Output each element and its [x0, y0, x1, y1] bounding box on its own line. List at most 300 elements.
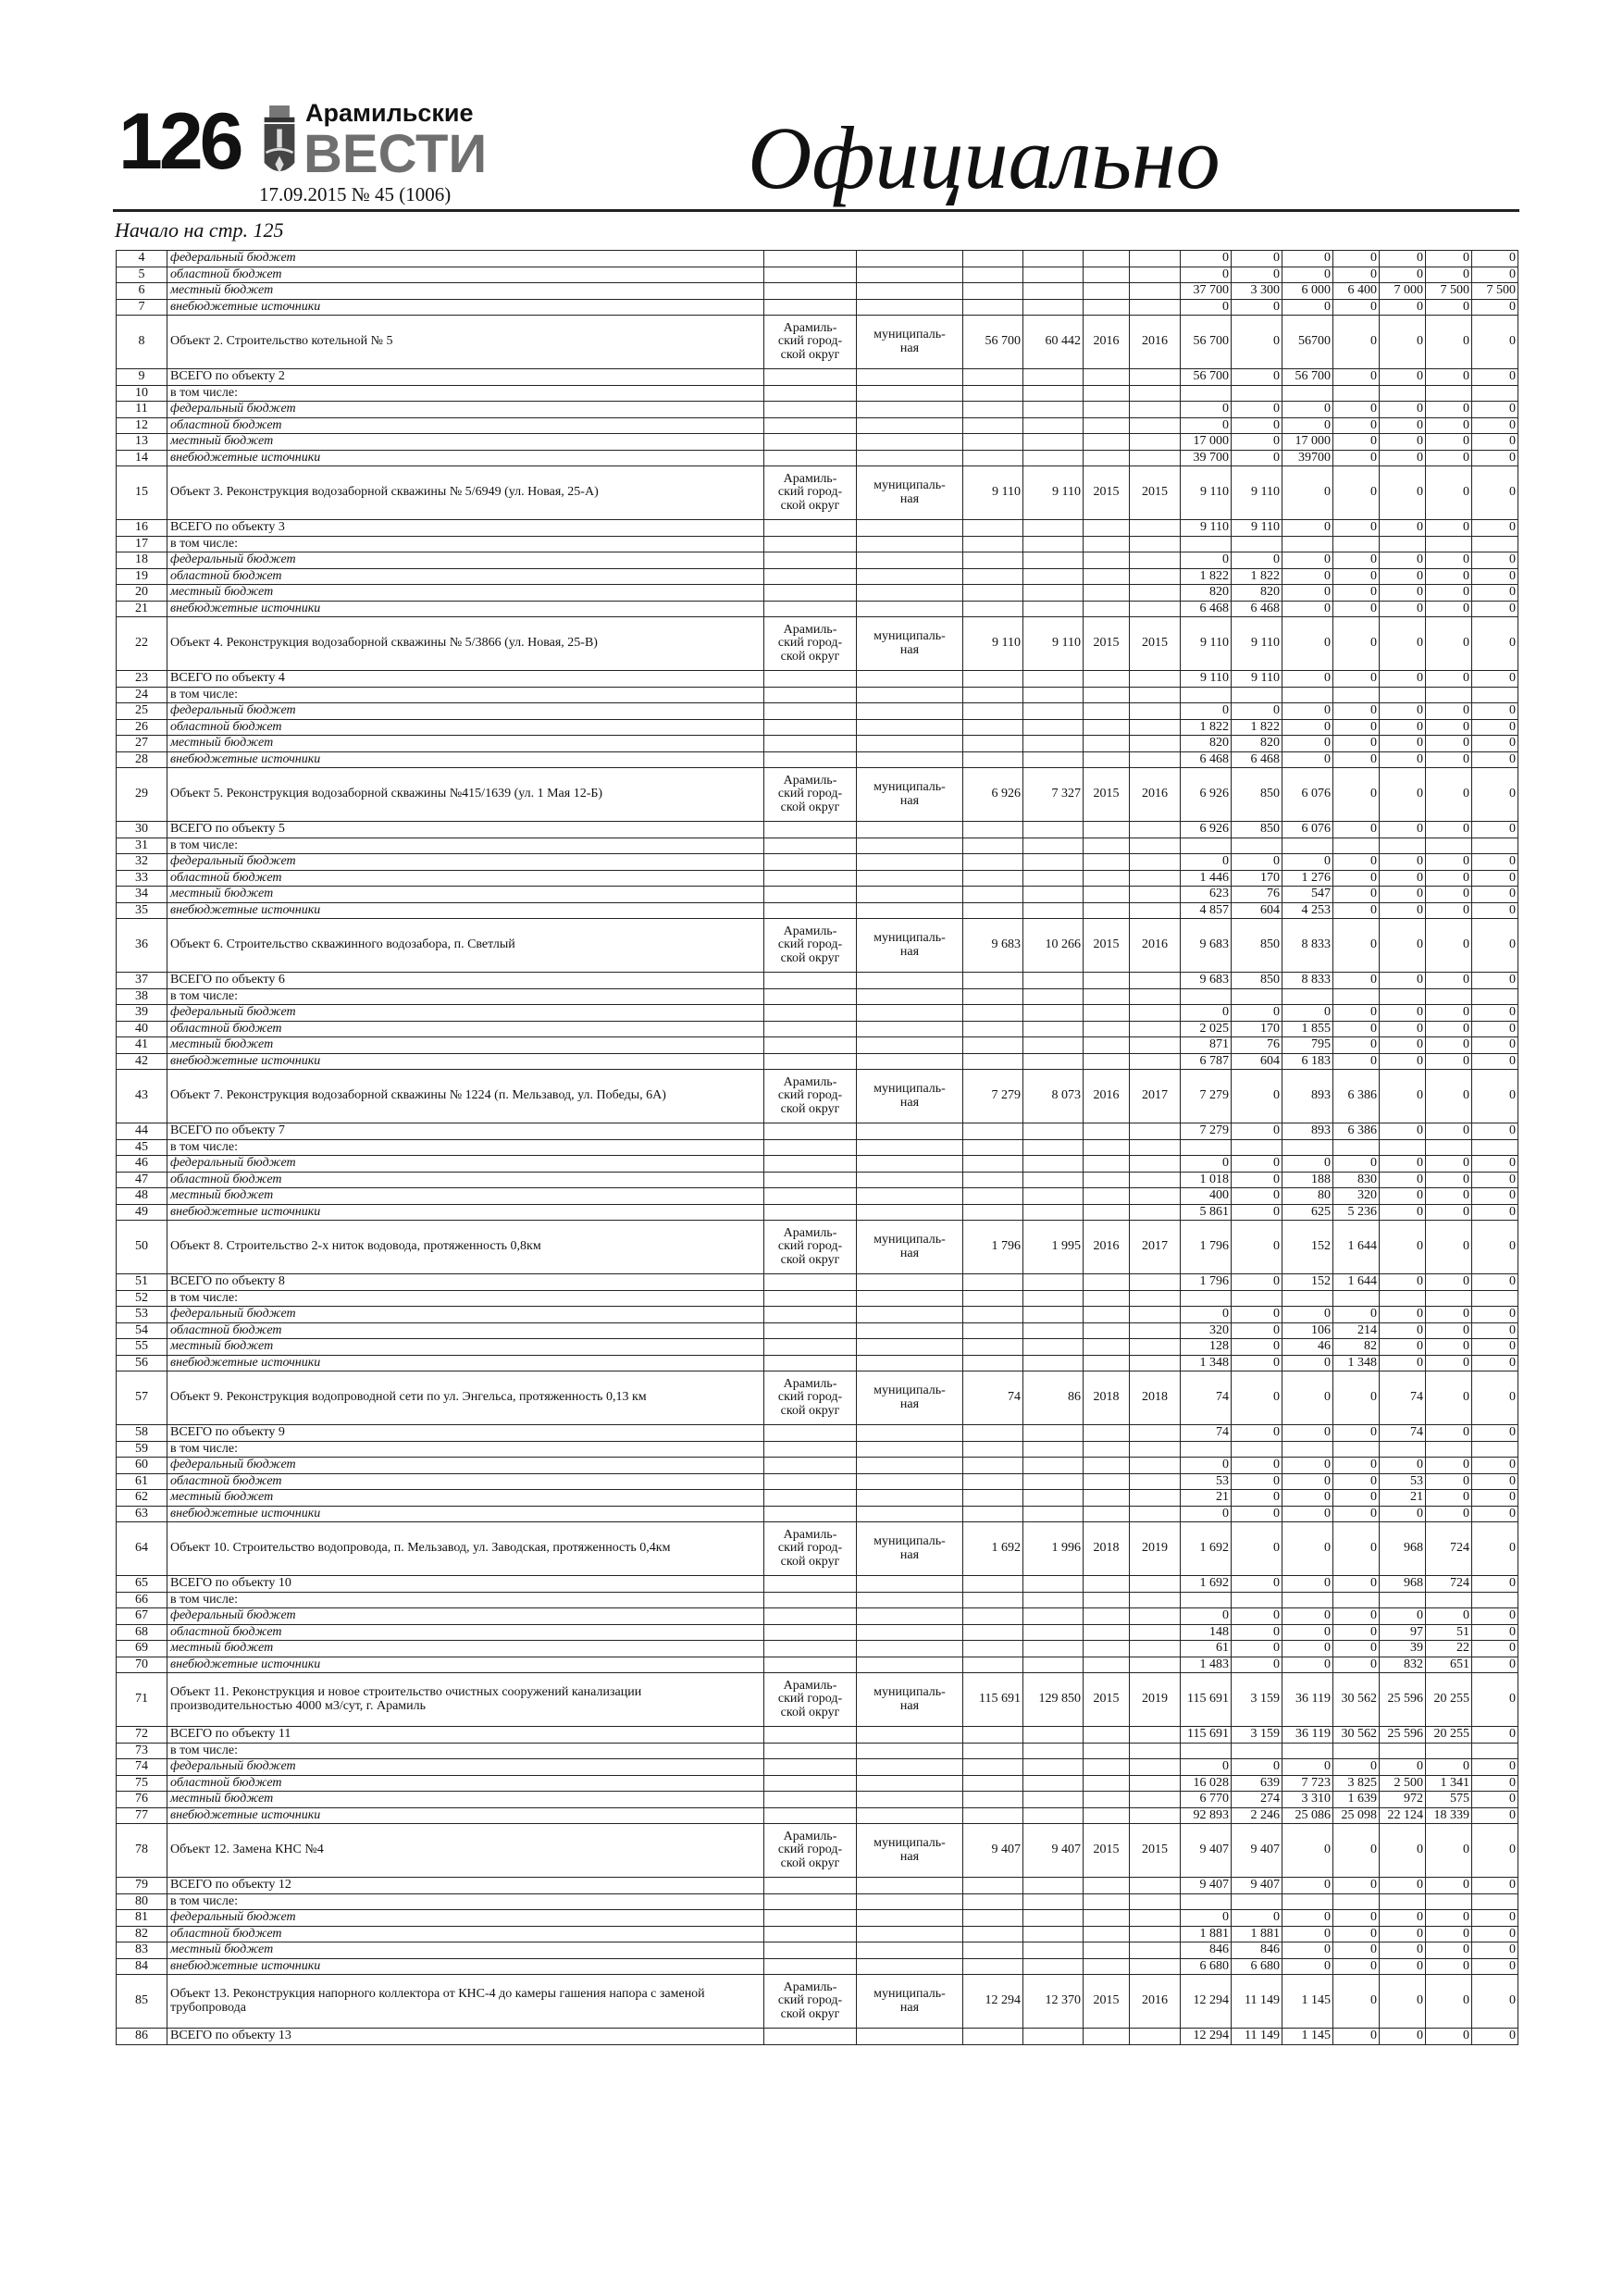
budget-source-row: [117, 1473, 1518, 1490]
estimated-cost-cell: [963, 1139, 1023, 1156]
funding-2019-cell: [1426, 1290, 1472, 1307]
funding-2016-cell: 0: [1282, 1307, 1333, 1323]
estimated-cost-cell: [963, 973, 1023, 989]
funding-2020-cell: 0: [1472, 1727, 1518, 1744]
funding-2015-cell: 76: [1232, 887, 1282, 903]
summary-row: [117, 1893, 1518, 1910]
funding-2018-cell: 0: [1380, 316, 1426, 369]
item-name-cell: в том числе:: [167, 1743, 764, 1759]
row-number-cell: 56: [117, 1355, 167, 1371]
end-year-cell: [1130, 1339, 1181, 1356]
item-name-cell: местный бюджет: [167, 736, 764, 752]
row-number-cell: 37: [117, 973, 167, 989]
item-name-cell: Объект 12. Замена КНС №4: [167, 1824, 764, 1878]
total-cost-cell: [1023, 854, 1084, 871]
end-year-cell: [1130, 1641, 1181, 1657]
funding-total-cell: 820: [1181, 736, 1232, 752]
budget-source-row: [117, 1188, 1518, 1205]
funding-2016-cell: 0: [1282, 585, 1333, 602]
funding-2018-cell: 0: [1380, 1355, 1426, 1371]
funding-2018-cell: 832: [1380, 1657, 1426, 1673]
ownership-cell: [857, 1792, 963, 1808]
funding-2016-cell: 3 310: [1282, 1792, 1333, 1808]
budget-source-row: [117, 736, 1518, 752]
funding-2017-cell: 0: [1333, 854, 1380, 871]
total-cost-cell: [1023, 1576, 1084, 1593]
funding-2015-cell: 9 407: [1232, 1878, 1282, 1894]
funding-2016-cell: 0: [1282, 1522, 1333, 1576]
row-number-cell: 6: [117, 283, 167, 300]
row-number-cell: 82: [117, 1926, 167, 1942]
funding-total-cell: [1181, 1139, 1232, 1156]
funding-2017-cell: 0: [1333, 1910, 1380, 1927]
row-number-cell: 77: [117, 1807, 167, 1824]
location-cell: [764, 1355, 857, 1371]
funding-2015-cell: 274: [1232, 1792, 1282, 1808]
funding-2018-cell: [1380, 1290, 1426, 1307]
start-year-cell: [1084, 1139, 1130, 1156]
item-name-cell: внебюджетные источники: [167, 1657, 764, 1673]
funding-total-cell: 6 926: [1181, 822, 1232, 838]
item-name-cell: внебюджетные источники: [167, 1355, 764, 1371]
funding-total-cell: 820: [1181, 585, 1232, 602]
funding-total-cell: 0: [1181, 1156, 1232, 1173]
total-cost-cell: [1023, 2029, 1084, 2045]
end-year-cell: 2016: [1130, 768, 1181, 822]
funding-2020-cell: 0: [1472, 854, 1518, 871]
funding-total-cell: 1 822: [1181, 719, 1232, 736]
funding-2016-cell: 0: [1282, 267, 1333, 283]
location-cell: [764, 1576, 857, 1593]
funding-2017-cell: [1333, 838, 1380, 854]
budget-source-row: [117, 1942, 1518, 1959]
funding-2020-cell: 0: [1472, 585, 1518, 602]
funding-2019-cell: 0: [1426, 1274, 1472, 1291]
item-name-cell: в том числе:: [167, 1893, 764, 1910]
row-number-cell: 32: [117, 854, 167, 871]
ownership-cell: [857, 1576, 963, 1593]
item-name-cell: федеральный бюджет: [167, 251, 764, 267]
funding-2018-cell: 21: [1380, 1490, 1426, 1507]
funding-total-cell: 56 700: [1181, 316, 1232, 369]
funding-2015-cell: 850: [1232, 822, 1282, 838]
start-year-cell: [1084, 1759, 1130, 1776]
funding-2020-cell: [1472, 1290, 1518, 1307]
ownership-cell: муниципаль- ная: [857, 1673, 963, 1727]
funding-2018-cell: 0: [1380, 768, 1426, 822]
location-cell: [764, 751, 857, 768]
funding-2015-cell: [1232, 1592, 1282, 1608]
estimated-cost-cell: [963, 520, 1023, 537]
funding-2019-cell: 0: [1426, 1156, 1472, 1173]
funding-2015-cell: 170: [1232, 1021, 1282, 1037]
estimated-cost-cell: [963, 1473, 1023, 1490]
total-cost-cell: [1023, 1490, 1084, 1507]
funding-2020-cell: 0: [1472, 1005, 1518, 1022]
funding-2017-cell: 0: [1333, 267, 1380, 283]
total-cost-cell: 12 370: [1023, 1975, 1084, 2029]
funding-total-cell: 1 446: [1181, 870, 1232, 887]
funding-2020-cell: [1472, 838, 1518, 854]
start-year-cell: [1084, 822, 1130, 838]
funding-2016-cell: 0: [1282, 466, 1333, 520]
estimated-cost-cell: [963, 1792, 1023, 1808]
end-year-cell: [1130, 1608, 1181, 1625]
total-cost-cell: [1023, 1727, 1084, 1744]
start-year-cell: [1084, 1322, 1130, 1339]
start-year-cell: [1084, 267, 1130, 283]
funding-2017-cell: 0: [1333, 1037, 1380, 1054]
funding-2015-cell: 0: [1232, 1371, 1282, 1425]
funding-total-cell: [1181, 687, 1232, 703]
location-cell: [764, 1156, 857, 1173]
funding-2017-cell: 0: [1333, 1624, 1380, 1641]
funding-2015-cell: [1232, 385, 1282, 402]
ownership-cell: [857, 520, 963, 537]
start-year-cell: [1084, 751, 1130, 768]
funding-2017-cell: 0: [1333, 417, 1380, 434]
item-name-cell: областной бюджет: [167, 1473, 764, 1490]
funding-2020-cell: 0: [1472, 417, 1518, 434]
funding-2016-cell: 893: [1282, 1123, 1333, 1140]
funding-2020-cell: 0: [1472, 1204, 1518, 1221]
funding-total-cell: 21: [1181, 1490, 1232, 1507]
location-cell: Арамиль- ский город- ской округ: [764, 466, 857, 520]
funding-2016-cell: 36 119: [1282, 1727, 1333, 1744]
funding-2017-cell: [1333, 988, 1380, 1005]
end-year-cell: [1130, 1792, 1181, 1808]
row-number-cell: 59: [117, 1441, 167, 1458]
funding-total-cell: [1181, 1743, 1232, 1759]
funding-2018-cell: 97: [1380, 1624, 1426, 1641]
location-cell: [764, 585, 857, 602]
location-cell: [764, 1807, 857, 1824]
start-year-cell: [1084, 1005, 1130, 1022]
start-year-cell: 2015: [1084, 919, 1130, 973]
funding-2018-cell: 0: [1380, 1608, 1426, 1625]
budget-source-row: [117, 870, 1518, 887]
budget-source-row: [117, 1506, 1518, 1522]
start-year-cell: [1084, 870, 1130, 887]
funding-total-cell: 39 700: [1181, 450, 1232, 466]
item-name-cell: внебюджетные источники: [167, 1807, 764, 1824]
end-year-cell: 2016: [1130, 316, 1181, 369]
funding-2016-cell: 1 276: [1282, 870, 1333, 887]
total-cost-cell: [1023, 719, 1084, 736]
item-name-cell: ВСЕГО по объекту 10: [167, 1576, 764, 1593]
funding-2019-cell: 0: [1426, 299, 1472, 316]
location-cell: [764, 1274, 857, 1291]
end-year-cell: 2015: [1130, 466, 1181, 520]
funding-2019-cell: 0: [1426, 1910, 1472, 1927]
estimated-cost-cell: [963, 1441, 1023, 1458]
total-cost-cell: [1023, 568, 1084, 585]
ownership-cell: [857, 299, 963, 316]
ownership-cell: [857, 552, 963, 569]
start-year-cell: 2016: [1084, 1221, 1130, 1274]
item-name-cell: в том числе:: [167, 988, 764, 1005]
item-name-cell: областной бюджет: [167, 1926, 764, 1942]
funding-2017-cell: [1333, 1592, 1380, 1608]
total-cost-cell: [1023, 1910, 1084, 1927]
ownership-cell: [857, 283, 963, 300]
funding-2015-cell: 0: [1232, 854, 1282, 871]
funding-2017-cell: 0: [1333, 1021, 1380, 1037]
funding-2019-cell: 0: [1426, 1371, 1472, 1425]
funding-2015-cell: 0: [1232, 1473, 1282, 1490]
start-year-cell: [1084, 1893, 1130, 1910]
funding-total-cell: 0: [1181, 1005, 1232, 1022]
funding-2019-cell: 0: [1426, 1204, 1472, 1221]
start-year-cell: [1084, 1425, 1130, 1442]
funding-2015-cell: 0: [1232, 450, 1282, 466]
total-cost-cell: [1023, 1322, 1084, 1339]
end-year-cell: [1130, 854, 1181, 871]
start-year-cell: [1084, 1727, 1130, 1744]
estimated-cost-cell: [963, 1274, 1023, 1291]
funding-2018-cell: 0: [1380, 1274, 1426, 1291]
total-cost-cell: [1023, 601, 1084, 617]
funding-2018-cell: [1380, 536, 1426, 552]
start-year-cell: [1084, 299, 1130, 316]
funding-2015-cell: 6 680: [1232, 1958, 1282, 1975]
funding-2015-cell: 0: [1232, 1307, 1282, 1323]
total-cost-cell: [1023, 585, 1084, 602]
funding-total-cell: 74: [1181, 1425, 1232, 1442]
coat-of-arms-logo: [261, 104, 298, 181]
total-cost-cell: [1023, 1807, 1084, 1824]
funding-2015-cell: 3 300: [1232, 283, 1282, 300]
estimated-cost-cell: [963, 1307, 1023, 1323]
funding-2015-cell: 850: [1232, 768, 1282, 822]
budget-source-row: [117, 552, 1518, 569]
location-cell: [764, 1188, 857, 1205]
funding-2019-cell: 51: [1426, 1624, 1472, 1641]
funding-2019-cell: [1426, 988, 1472, 1005]
funding-total-cell: 37 700: [1181, 283, 1232, 300]
start-year-cell: [1084, 1608, 1130, 1625]
funding-2020-cell: 0: [1472, 1473, 1518, 1490]
funding-2018-cell: 0: [1380, 585, 1426, 602]
funding-2017-cell: [1333, 1743, 1380, 1759]
funding-2018-cell: 0: [1380, 1824, 1426, 1878]
funding-2019-cell: 0: [1426, 1942, 1472, 1959]
item-name-cell: ВСЕГО по объекту 6: [167, 973, 764, 989]
row-number-cell: 47: [117, 1172, 167, 1188]
funding-2018-cell: 7 000: [1380, 283, 1426, 300]
location-cell: [764, 251, 857, 267]
location-cell: Арамиль- ский город- ской округ: [764, 1522, 857, 1576]
funding-2019-cell: [1426, 385, 1472, 402]
funding-2015-cell: 9 110: [1232, 520, 1282, 537]
row-number-cell: 16: [117, 520, 167, 537]
end-year-cell: [1130, 838, 1181, 854]
row-number-cell: 81: [117, 1910, 167, 1927]
funding-2020-cell: 0: [1472, 1624, 1518, 1641]
estimated-cost-cell: 115 691: [963, 1673, 1023, 1727]
end-year-cell: [1130, 1958, 1181, 1975]
funding-2016-cell: 0: [1282, 1473, 1333, 1490]
funding-2019-cell: 0: [1426, 973, 1472, 989]
item-name-cell: местный бюджет: [167, 1641, 764, 1657]
funding-2019-cell: 7 500: [1426, 283, 1472, 300]
start-year-cell: [1084, 536, 1130, 552]
total-cost-cell: [1023, 536, 1084, 552]
funding-2018-cell: 0: [1380, 822, 1426, 838]
ownership-cell: [857, 1608, 963, 1625]
end-year-cell: [1130, 1156, 1181, 1173]
funding-2015-cell: 3 159: [1232, 1673, 1282, 1727]
funding-2018-cell: 0: [1380, 2029, 1426, 2045]
total-cost-cell: [1023, 1037, 1084, 1054]
budget-source-row: [117, 1926, 1518, 1942]
funding-2020-cell: 0: [1472, 1490, 1518, 1507]
funding-2017-cell: 0: [1333, 1473, 1380, 1490]
budget-source-row: [117, 434, 1518, 451]
funding-2016-cell: 56 700: [1282, 369, 1333, 386]
funding-2018-cell: 0: [1380, 466, 1426, 520]
end-year-cell: [1130, 1926, 1181, 1942]
end-year-cell: [1130, 1290, 1181, 1307]
start-year-cell: [1084, 434, 1130, 451]
estimated-cost-cell: 7 279: [963, 1070, 1023, 1123]
funding-2017-cell: 0: [1333, 870, 1380, 887]
funding-2019-cell: 0: [1426, 751, 1472, 768]
funding-2019-cell: 0: [1426, 251, 1472, 267]
total-cost-cell: [1023, 1139, 1084, 1156]
funding-2015-cell: 0: [1232, 1759, 1282, 1776]
ownership-cell: [857, 1926, 963, 1942]
end-year-cell: [1130, 601, 1181, 617]
funding-total-cell: 5 861: [1181, 1204, 1232, 1221]
start-year-cell: [1084, 385, 1130, 402]
funding-total-cell: 0: [1181, 417, 1232, 434]
total-cost-cell: [1023, 1274, 1084, 1291]
end-year-cell: 2019: [1130, 1673, 1181, 1727]
funding-total-cell: [1181, 1441, 1232, 1458]
funding-2020-cell: 0: [1472, 1123, 1518, 1140]
funding-2018-cell: 0: [1380, 703, 1426, 720]
ownership-cell: [857, 450, 963, 466]
funding-2015-cell: 6 468: [1232, 751, 1282, 768]
funding-2019-cell: 20 255: [1426, 1727, 1472, 1744]
funding-2020-cell: 0: [1472, 1576, 1518, 1593]
funding-2019-cell: 0: [1426, 369, 1472, 386]
end-year-cell: [1130, 736, 1181, 752]
funding-2020-cell: 0: [1472, 1657, 1518, 1673]
funding-2017-cell: 6 400: [1333, 283, 1380, 300]
ownership-cell: [857, 1339, 963, 1356]
funding-2016-cell: [1282, 1290, 1333, 1307]
funding-total-cell: 2 025: [1181, 1021, 1232, 1037]
end-year-cell: 2019: [1130, 1522, 1181, 1576]
ownership-cell: [857, 1759, 963, 1776]
funding-2018-cell: 0: [1380, 1307, 1426, 1323]
funding-2016-cell: 0: [1282, 417, 1333, 434]
estimated-cost-cell: [963, 1156, 1023, 1173]
funding-2019-cell: 1 341: [1426, 1775, 1472, 1792]
funding-total-cell: 6 680: [1181, 1958, 1232, 1975]
funding-2016-cell: 1 145: [1282, 1975, 1333, 2029]
funding-2018-cell: 0: [1380, 870, 1426, 887]
funding-2019-cell: 0: [1426, 1608, 1472, 1625]
funding-2015-cell: 3 159: [1232, 1727, 1282, 1744]
total-cost-cell: [1023, 1878, 1084, 1894]
funding-2015-cell: 0: [1232, 434, 1282, 451]
funding-2016-cell: 0: [1282, 1958, 1333, 1975]
ownership-cell: [857, 1458, 963, 1474]
funding-total-cell: [1181, 1592, 1232, 1608]
funding-total-cell: 1 692: [1181, 1522, 1232, 1576]
budget-source-row: [117, 1641, 1518, 1657]
estimated-cost-cell: [963, 870, 1023, 887]
ownership-cell: [857, 687, 963, 703]
item-name-cell: в том числе:: [167, 536, 764, 552]
funding-2018-cell: 0: [1380, 1037, 1426, 1054]
funding-total-cell: 6 468: [1181, 751, 1232, 768]
funding-2016-cell: 0: [1282, 1156, 1333, 1173]
start-year-cell: [1084, 1592, 1130, 1608]
funding-2017-cell: [1333, 1441, 1380, 1458]
total-cost-cell: [1023, 1473, 1084, 1490]
funding-2015-cell: 0: [1232, 1506, 1282, 1522]
funding-2020-cell: 0: [1472, 1824, 1518, 1878]
funding-2018-cell: [1380, 1592, 1426, 1608]
item-name-cell: внебюджетные источники: [167, 751, 764, 768]
ownership-cell: [857, 1657, 963, 1673]
funding-2016-cell: 0: [1282, 719, 1333, 736]
funding-2016-cell: 0: [1282, 1926, 1333, 1942]
row-number-cell: 4: [117, 251, 167, 267]
item-name-cell: внебюджетные источники: [167, 1506, 764, 1522]
funding-2016-cell: [1282, 536, 1333, 552]
start-year-cell: [1084, 1355, 1130, 1371]
total-cost-cell: 1 996: [1023, 1522, 1084, 1576]
funding-2016-cell: 0: [1282, 1425, 1333, 1442]
end-year-cell: [1130, 402, 1181, 418]
funding-2017-cell: 0: [1333, 1490, 1380, 1507]
funding-total-cell: 92 893: [1181, 1807, 1232, 1824]
location-cell: Арамиль- ский город- ской округ: [764, 1070, 857, 1123]
start-year-cell: [1084, 1926, 1130, 1942]
funding-2019-cell: [1426, 1893, 1472, 1910]
funding-total-cell: [1181, 1290, 1232, 1307]
budget-source-row: [117, 1958, 1518, 1975]
funding-2020-cell: 0: [1472, 1425, 1518, 1442]
funding-2019-cell: 0: [1426, 1322, 1472, 1339]
estimated-cost-cell: [963, 1339, 1023, 1356]
start-year-cell: [1084, 520, 1130, 537]
ownership-cell: [857, 1641, 963, 1657]
estimated-cost-cell: [963, 1878, 1023, 1894]
funding-2016-cell: 0: [1282, 1910, 1333, 1927]
funding-2015-cell: 0: [1232, 267, 1282, 283]
row-number-cell: 45: [117, 1139, 167, 1156]
summary-row: [117, 1441, 1518, 1458]
funding-2020-cell: 0: [1472, 1458, 1518, 1474]
funding-2020-cell: 0: [1472, 520, 1518, 537]
total-cost-cell: [1023, 902, 1084, 919]
estimated-cost-cell: [963, 1958, 1023, 1975]
funding-2015-cell: 0: [1232, 1123, 1282, 1140]
end-year-cell: [1130, 1657, 1181, 1673]
funding-2017-cell: 214: [1333, 1322, 1380, 1339]
funding-2016-cell: 46: [1282, 1339, 1333, 1356]
start-year-cell: [1084, 687, 1130, 703]
item-name-cell: местный бюджет: [167, 1490, 764, 1507]
funding-2017-cell: 0: [1333, 1005, 1380, 1022]
location-cell: [764, 417, 857, 434]
